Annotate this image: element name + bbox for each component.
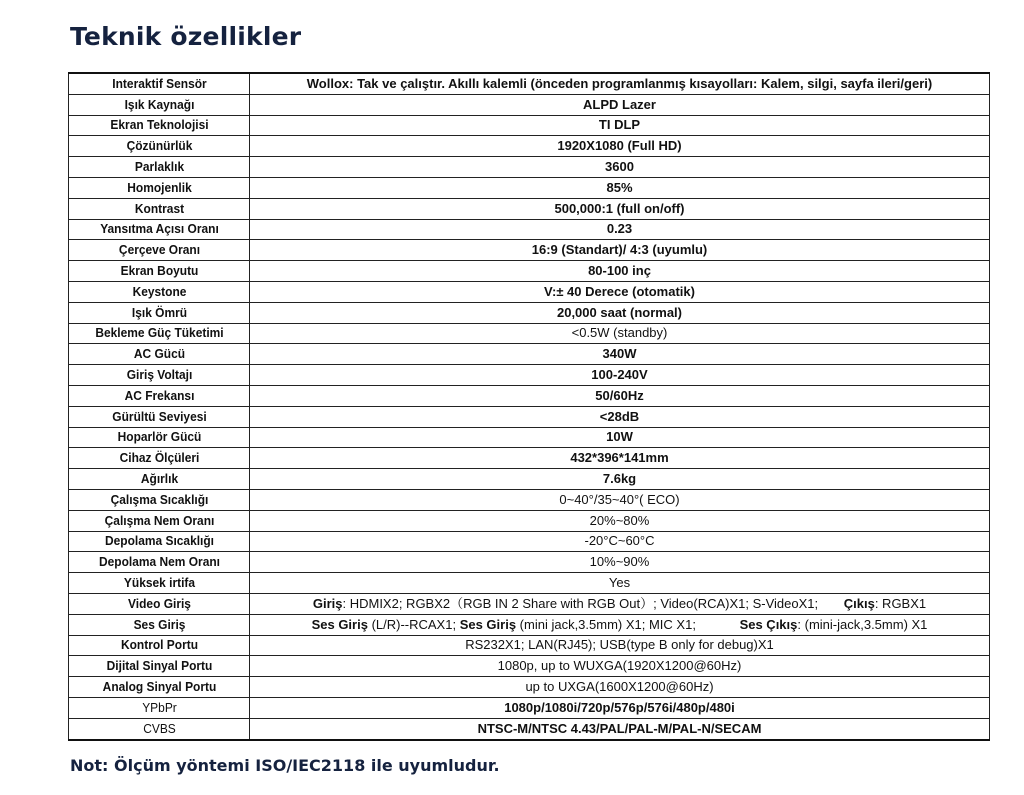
row-value: 100-240V [250,365,990,386]
row-value: Yes [250,573,990,594]
row-label: Ses Giriş [76,614,243,635]
row-value: 1920X1080 (Full HD) [250,136,990,157]
row-label: Bekleme Güç Tüketimi [76,323,243,344]
row-value: 432*396*141mm [250,448,990,469]
table-row [69,261,990,282]
table-row [69,115,990,136]
table-row [69,427,990,448]
row-value-audio [250,614,990,635]
spec-table [68,72,990,741]
table-row [69,73,990,94]
row-label: Giriş Voltajı [76,365,243,386]
table-row [69,531,990,552]
audio-in-text: (L/R)--RCAX1; [367,616,460,632]
row-value: 10%~90% [250,552,990,573]
row-value: -20°C~60°C [250,531,990,552]
row-label: AC Frekansı [76,385,243,406]
row-label: Ağırlık [76,469,243,490]
table-row [69,677,990,698]
row-value: V:± 40 Derece (otomatik) [250,281,990,302]
video-out-text: : RGBX1 [874,595,927,611]
table-row [69,656,990,677]
table-row [69,281,990,302]
row-value: 7.6kg [250,469,990,490]
audio-in-label: Ses Giriş [311,616,368,632]
row-value: 500,000:1 (full on/off) [250,198,990,219]
row-label: Keystone [76,281,243,302]
row-value: 20,000 saat (normal) [250,302,990,323]
row-label: Ekran Teknolojisi [76,115,243,136]
row-label: Kontrast [76,198,243,219]
table-row [69,385,990,406]
table-row [69,219,990,240]
row-label: Parlaklık [76,157,243,178]
table-row [69,323,990,344]
table-row [69,94,990,115]
row-value: TI DLP [250,115,990,136]
row-label: Çözünürlük [76,136,243,157]
row-label: Analog Sinyal Portu [76,677,243,698]
row-value: 85% [250,177,990,198]
row-label: YPbPr [76,697,243,718]
row-value-video [250,593,990,614]
row-label: Yüksek irtifa [76,573,243,594]
table-row [69,697,990,718]
row-value: 0.23 [250,219,990,240]
row-value: 80-100 inç [250,261,990,282]
table-row [69,240,990,261]
row-label: Gürültü Seviyesi [76,406,243,427]
row-value: 1080p/1080i/720p/576p/576i/480p/480i [250,697,990,718]
row-value: Wollox: Tak ve çalıştır. Akıllı kalemli (önceden programlanmış kısayolları: Kalem, silgi, sayfa ileri/geri) [250,73,990,94]
row-label: CVBS [76,718,243,739]
row-value: 3600 [250,157,990,178]
audio-out-label: Ses Çıkış [739,616,798,632]
row-label: Çalışma Nem Oranı [76,510,243,531]
row-value: 50/60Hz [250,385,990,406]
row-label: Depolama Sıcaklığı [76,531,243,552]
audio-in-text-2: (mini jack,3.5mm) X1; MIC X1; [516,616,696,632]
page-title: Teknik özellikler [70,22,302,51]
row-value: 16:9 (Standart)/ 4:3 (uyumlu) [250,240,990,261]
table-row [69,552,990,573]
table-row [69,136,990,157]
video-out-label: Çıkış [843,595,875,611]
row-label: Homojenlik [76,177,243,198]
row-label: Kontrol Portu [76,635,243,656]
table-row [69,198,990,219]
footnote: Not: Ölçüm yöntemi ISO/IEC2118 ile uyumludur. [70,756,500,775]
row-label: Yansıtma Açısı Oranı [76,219,243,240]
table-row [69,406,990,427]
table-row [69,573,990,594]
table-row [69,510,990,531]
table-row [69,469,990,490]
row-value: 1080p, up to WUXGA(1920X1200@60Hz) [250,656,990,677]
table-row [69,489,990,510]
table-row [69,177,990,198]
row-label: Dijital Sinyal Portu [76,656,243,677]
row-value: 20%~80% [250,510,990,531]
row-value: 0~40°/35~40°( ECO) [250,489,990,510]
row-label: Çerçeve Oranı [76,240,243,261]
row-label: Interaktif Sensör [76,73,243,94]
row-value: up to UXGA(1600X1200@60Hz) [250,677,990,698]
table-row [69,635,990,656]
table-row [69,302,990,323]
row-value: ALPD Lazer [250,94,990,115]
row-label: Hoparlör Gücü [76,427,243,448]
row-value: NTSC-M/NTSC 4.43/PAL/PAL-M/PAL-N/SECAM [250,718,990,739]
table-row [69,718,990,739]
audio-in-label-2: Ses Giriş [459,616,517,632]
row-value: <28dB [250,406,990,427]
table-row [69,448,990,469]
video-in-label: Giriş [312,595,343,611]
table-row [69,593,990,614]
row-value: <0.5W (standby) [250,323,990,344]
row-label: Video Giriş [76,593,243,614]
row-label: Işık Ömrü [76,302,243,323]
row-value: 340W [250,344,990,365]
table-row [69,614,990,635]
audio-out-text: : (mini-jack,3.5mm) X1 [797,616,928,632]
table-row [69,157,990,178]
table-row [69,365,990,386]
row-label: Depolama Nem Oranı [76,552,243,573]
row-value: 10W [250,427,990,448]
row-label: AC Gücü [76,344,243,365]
row-value: RS232X1; LAN(RJ45); USB(type B only for debug)X1 [250,635,990,656]
video-in-text: : HDMIX2; RGBX2（RGB IN 2 Share with RGB Out）; Video(RCA)X1; S-VideoX1; [342,595,819,611]
table-row [69,344,990,365]
row-label: Cihaz Ölçüleri [76,448,243,469]
row-label: Işık Kaynağı [76,94,243,115]
row-label: Çalışma Sıcaklığı [76,489,243,510]
row-label: Ekran Boyutu [76,261,243,282]
